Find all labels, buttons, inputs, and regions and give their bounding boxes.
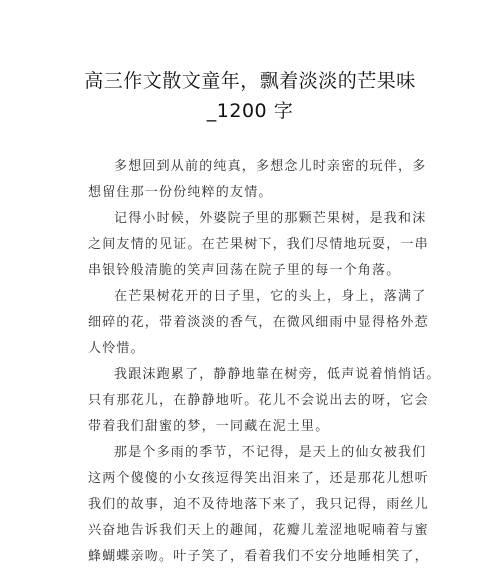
body-line: 我们的故事，迫不及待地落下来了，我只记得，雨丝儿 bbox=[88, 497, 429, 512]
body-line: 记得小时候，外婆院子里的那颗芒果树，是我和沫 bbox=[114, 211, 427, 226]
body-line: 细碎的花，带着淡淡的香气，在微风细雨中显得格外惹 bbox=[88, 315, 429, 330]
body-line: 我跟沫跑累了，静静地靠在树旁，低声说着悄悄话。 bbox=[114, 367, 441, 382]
body-line: 多想回到从前的纯真，多想念儿时亲密的玩伴，多 bbox=[114, 159, 427, 174]
document-title-line-1: 高三作文散文童年，飘着淡淡的芒果味 bbox=[84, 70, 416, 92]
document-title-line-2: _1200 字 bbox=[206, 100, 294, 122]
body-line: 带着我们甜蜜的梦，一同藏在泥土里。 bbox=[88, 419, 330, 434]
body-line: 想留住那一份份纯粹的友情。 bbox=[88, 185, 273, 200]
body-line: 之间友情的见证。在芒果树下，我们尽情地玩耍，一串 bbox=[88, 237, 429, 252]
body-line: 人怜惜。 bbox=[88, 341, 145, 356]
document-body bbox=[88, 154, 441, 570]
body-line: 那是个多雨的季节，不记得，是天上的仙女被我们 bbox=[114, 445, 427, 460]
body-line: 这两个傻傻的小女孩逗得笑出泪来了，还是那花儿想听 bbox=[88, 471, 429, 486]
body-line: 蜂蝴蝶亲吻。叶子笑了，看着我们不安分地睡相笑了， bbox=[88, 549, 429, 564]
body-line: 在芒果树花开的日子里，它的头上，身上，落满了 bbox=[114, 289, 427, 304]
body-line: 只有那花儿，在静静地听。花儿不会说出去的呀，它会 bbox=[88, 393, 429, 408]
body-line: 串银铃般清脆的笑声回荡在院子里的每一个角落。 bbox=[88, 263, 401, 278]
body-line: 兴奋地告诉我们天上的趣闻，花瓣儿羞涩地呢喃着与蜜 bbox=[88, 523, 429, 538]
